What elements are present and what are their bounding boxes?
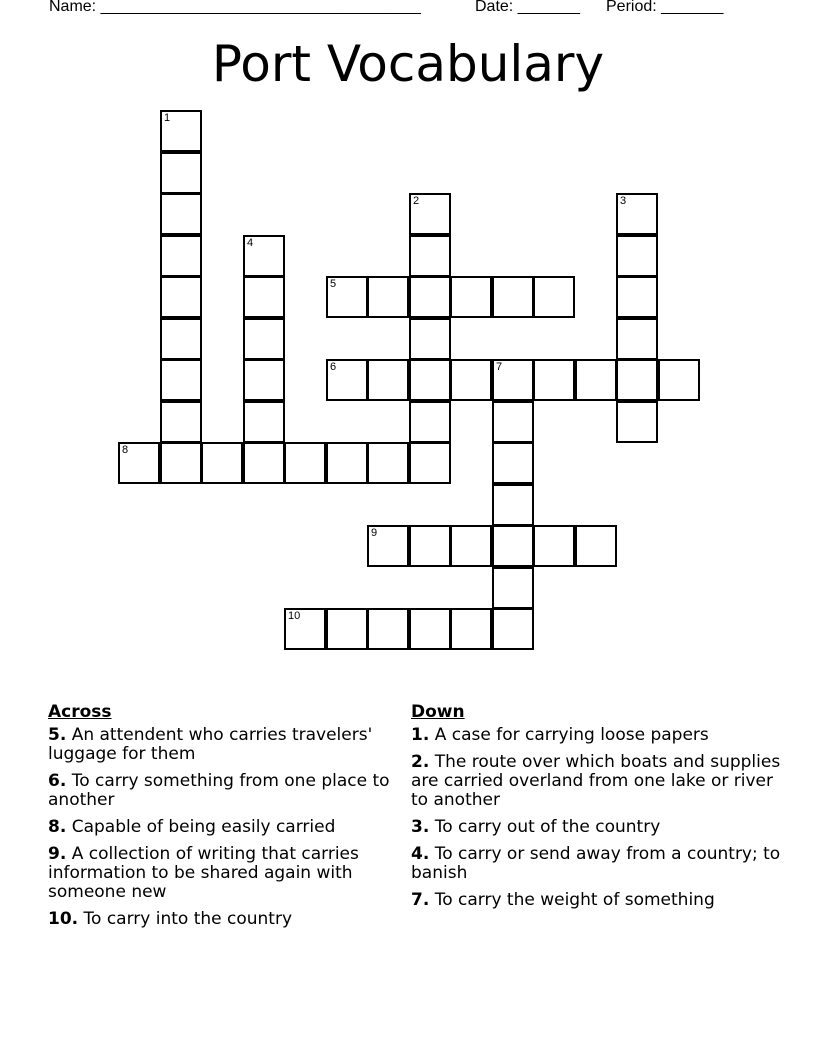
crossword-cell[interactable] [616, 359, 658, 401]
clue-text: Capable of being easily carried [71, 817, 336, 837]
crossword-cell[interactable] [284, 442, 326, 484]
crossword-cell[interactable] [409, 525, 451, 567]
clue-text: A case for carrying loose papers [434, 725, 709, 745]
page-title: Port Vocabulary [211, 35, 605, 93]
clue-number-label: 3. [411, 817, 430, 837]
crossword-cell[interactable] [243, 318, 285, 360]
crossword-cell[interactable] [160, 193, 202, 235]
clue-number-label: 9. [48, 844, 67, 864]
crossword-cell[interactable] [533, 525, 575, 567]
crossword-cell[interactable] [201, 442, 243, 484]
clue-number: 7 [496, 361, 503, 373]
crossword-cell[interactable] [367, 276, 409, 318]
crossword-cell[interactable] [575, 525, 617, 567]
crossword-cell[interactable] [160, 442, 202, 484]
clue-text: To carry or send away from a country; to banish [411, 844, 781, 883]
clue-number-label: 2. [411, 752, 430, 772]
crossword-cell[interactable] [409, 359, 451, 401]
clue-number: 3 [620, 195, 627, 207]
down-clues [411, 702, 791, 918]
down-clue [411, 726, 791, 745]
crossword-cell[interactable] [492, 442, 534, 484]
crossword-cell[interactable] [409, 608, 451, 650]
clue-text: To carry into the country [83, 909, 293, 929]
crossword-cell[interactable] [326, 442, 368, 484]
clue-text: The route over which boats and supplies are carried overland from one lake or river to another [411, 752, 781, 810]
crossword-cell[interactable] [367, 608, 409, 650]
crossword-cell[interactable] [243, 359, 285, 401]
crossword-cell[interactable] [118, 442, 160, 484]
name-field-label: Name: ____________________________________ [49, 0, 421, 15]
crossword-cell[interactable] [409, 235, 451, 277]
crossword-cell[interactable] [243, 442, 285, 484]
clue-number-label: 6. [48, 771, 67, 791]
clue-text: To carry out of the country [434, 817, 661, 837]
crossword-cell[interactable] [616, 318, 658, 360]
crossword-cell[interactable] [409, 193, 451, 235]
clue-number: 2 [413, 195, 420, 207]
crossword-cell[interactable] [450, 525, 492, 567]
crossword-cell[interactable] [492, 276, 534, 318]
across-clue [48, 818, 418, 837]
crossword-cell[interactable] [367, 359, 409, 401]
crossword-cell[interactable] [326, 276, 368, 318]
clue-number-label: 5. [48, 725, 67, 745]
crossword-cell[interactable] [450, 608, 492, 650]
crossword-cell[interactable] [533, 276, 575, 318]
across-heading: Across [48, 702, 112, 722]
crossword-cell[interactable] [533, 359, 575, 401]
crossword-cell[interactable] [616, 276, 658, 318]
clue-text: To carry the weight of something [434, 890, 715, 910]
clue-text: A collection of writing that carries information to be shared again with someone new [48, 844, 359, 902]
across-clue [48, 726, 418, 764]
crossword-cell[interactable] [492, 608, 534, 650]
crossword-cell[interactable] [616, 401, 658, 443]
down-heading: Down [411, 702, 465, 722]
down-clue [411, 818, 791, 837]
crossword-cell[interactable] [492, 401, 534, 443]
crossword-cell[interactable] [409, 276, 451, 318]
clue-number: 9 [371, 527, 378, 539]
across-clue [48, 910, 418, 929]
crossword-cell[interactable] [160, 235, 202, 277]
crossword-cell[interactable] [243, 276, 285, 318]
crossword-cell[interactable] [492, 567, 534, 609]
crossword-cell[interactable] [160, 276, 202, 318]
down-clue [411, 891, 791, 910]
crossword-cell[interactable] [326, 359, 368, 401]
crossword-cell[interactable] [616, 235, 658, 277]
crossword-cell[interactable] [409, 318, 451, 360]
clue-number-label: 1. [411, 725, 430, 745]
crossword-cell[interactable] [616, 193, 658, 235]
date-field-label: Date: _______ [475, 0, 580, 15]
clue-number: 10 [288, 610, 301, 622]
crossword-cell[interactable] [450, 276, 492, 318]
crossword-cell[interactable] [160, 318, 202, 360]
clue-number-label: 7. [411, 890, 430, 910]
clue-number: 8 [122, 444, 129, 456]
crossword-cell[interactable] [326, 608, 368, 650]
crossword-cell[interactable] [450, 359, 492, 401]
crossword-cell[interactable] [243, 401, 285, 443]
across-clue [48, 845, 418, 902]
crossword-cell[interactable] [409, 442, 451, 484]
crossword-cell[interactable] [492, 484, 534, 526]
crossword-cell[interactable] [160, 152, 202, 194]
crossword-cell[interactable] [160, 401, 202, 443]
down-clue [411, 753, 791, 810]
crossword-cell[interactable] [492, 525, 534, 567]
across-clue [48, 772, 418, 810]
across-clues [48, 702, 418, 937]
clue-number-label: 4. [411, 844, 430, 864]
crossword-cell[interactable] [284, 608, 326, 650]
crossword-cell[interactable] [367, 442, 409, 484]
clue-number: 1 [164, 112, 171, 124]
crossword-cell[interactable] [575, 359, 617, 401]
clue-text: An attendent who carries travelers' luggage for them [48, 725, 373, 764]
clue-text: To carry something from one place to another [48, 771, 390, 810]
crossword-cell[interactable] [367, 525, 409, 567]
clue-number: 4 [247, 237, 254, 249]
period-field-label: Period: _______ [606, 0, 724, 15]
clue-number: 6 [330, 361, 337, 373]
crossword-cell[interactable] [658, 359, 700, 401]
crossword-cell[interactable] [492, 359, 534, 401]
clue-number: 5 [330, 278, 337, 290]
clue-number-label: 10. [48, 909, 79, 929]
crossword-cell[interactable] [243, 235, 285, 277]
crossword-cell[interactable] [409, 401, 451, 443]
crossword-cell[interactable] [160, 359, 202, 401]
down-clue [411, 845, 791, 883]
clue-number-label: 8. [48, 817, 67, 837]
crossword-cell[interactable] [160, 110, 202, 152]
